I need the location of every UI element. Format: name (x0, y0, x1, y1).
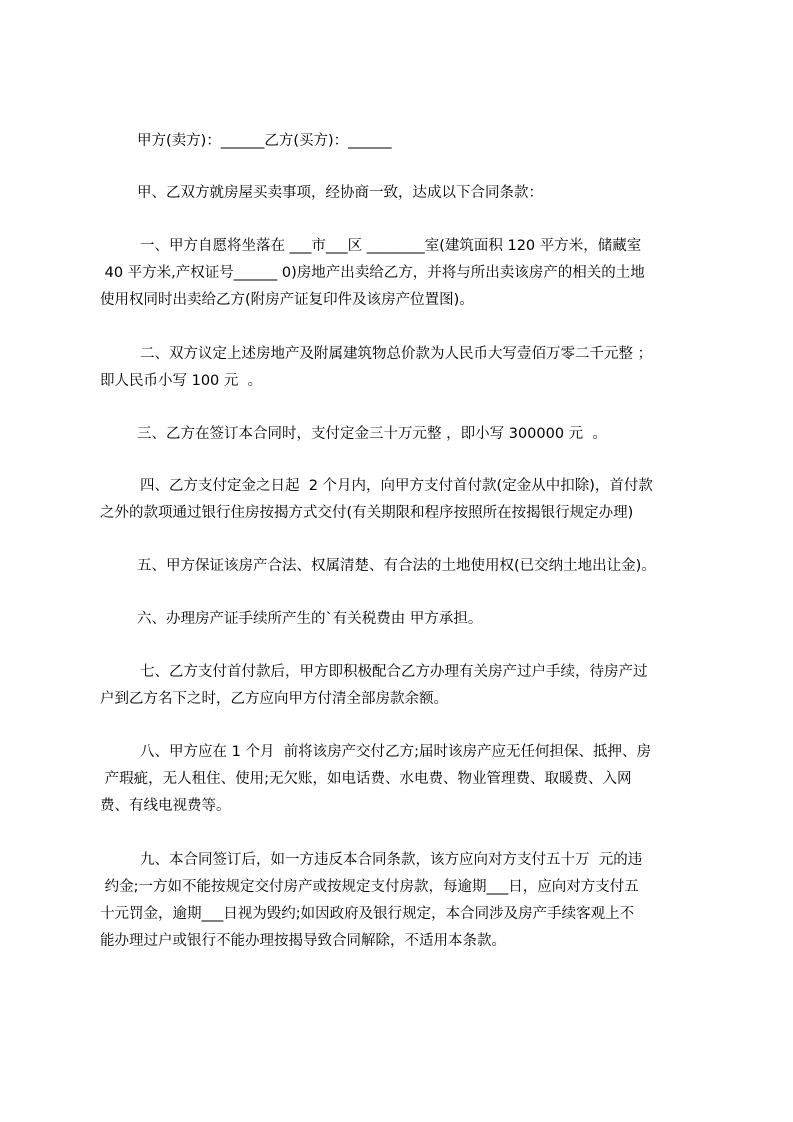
text-line: 二、双方议定上述房地产及附属建筑物总价款为人民币大写壹佰万零二千元整 ； (140, 346, 653, 362)
clause-3 (100, 421, 700, 448)
text-line: 即人民币小写 100 元 。 (100, 373, 263, 389)
text-line: 三、乙方在签订本合同时，支付定金三十万元整 ，即小写 300000 元 。 (137, 426, 607, 442)
text-line: 能办理过户或银行不能办理按揭导致合同解除，不适用本条款。 (100, 933, 506, 949)
text-line: 约金;一方如不能按规定交付房产或按规定支付房款，每逾期___日，应向对方支付五 (100, 879, 639, 895)
text-line: 费、有线电视费等。 (100, 798, 231, 814)
text-line: 户到乙方名下之时，乙方应向甲方付清全部房款余额。 (100, 691, 448, 707)
text-line: 甲方(卖方)：______乙方(买方)：______ (137, 133, 392, 149)
clause-9 (100, 847, 700, 955)
clause-4 (100, 473, 700, 527)
text-line: 七、乙方支付首付款后，甲方即积极配合乙方办理有关房产过户手续，待房产过 (140, 664, 648, 680)
clause-1 (100, 233, 700, 314)
text-line: 六、办理房产证手续所产生的`有关税费由 甲方承担。 (137, 611, 483, 627)
parties-line (100, 128, 700, 155)
intro-paragraph (100, 180, 700, 207)
text-line: 十元罚金，逾期___日视为毁约;如因政府及银行规定，本合同涉及房产手续客观上不 (100, 906, 635, 922)
text-line: 一、甲方自愿将坐落在 ___市___区 ________室(建筑面积 120 平方米，储藏室 (140, 238, 642, 254)
text-line: 四、乙方支付定金之日起 2 个月内，向甲方支付首付款(定金从中扣除)，首付款 (140, 478, 653, 494)
text-line: 产瑕疵，无人租住、使用;无欠账，如电话费、水电费、物业管理费、取暖费、入网 (100, 771, 632, 787)
clause-7 (100, 659, 700, 713)
clause-5 (100, 553, 700, 580)
text-line: 使用权同时出卖给乙方(附房产证复印件及该房产位置图)。 (100, 292, 474, 308)
text-line: 九、本合同签订后，如一方违反本合同条款，该方应向对方支付五十万 元的违 (140, 852, 643, 868)
text-line: 甲、乙双方就房屋买卖事项，经协商一致，达成以下合同条款： (137, 185, 543, 201)
text-line: 之外的款项通过银行住房按揭方式交付(有关期限和程序按照所在按揭银行规定办理) (100, 505, 634, 521)
text-line: 八、甲方应在 1 个月 前将该房产交付乙方;届时该房产应无任何担保、抵押、房 (140, 744, 652, 760)
clause-6 (100, 606, 700, 633)
text-line: 40 平方米,产权证号______ 0)房地产出卖给乙方，并将与所出卖该房产的相关的土地 (100, 265, 645, 281)
clause-2 (100, 341, 700, 395)
clause-8 (100, 739, 700, 820)
text-line: 五、甲方保证该房产合法、权属清楚、有合法的土地使用权(已交纳土地出让金)。 (137, 558, 656, 574)
